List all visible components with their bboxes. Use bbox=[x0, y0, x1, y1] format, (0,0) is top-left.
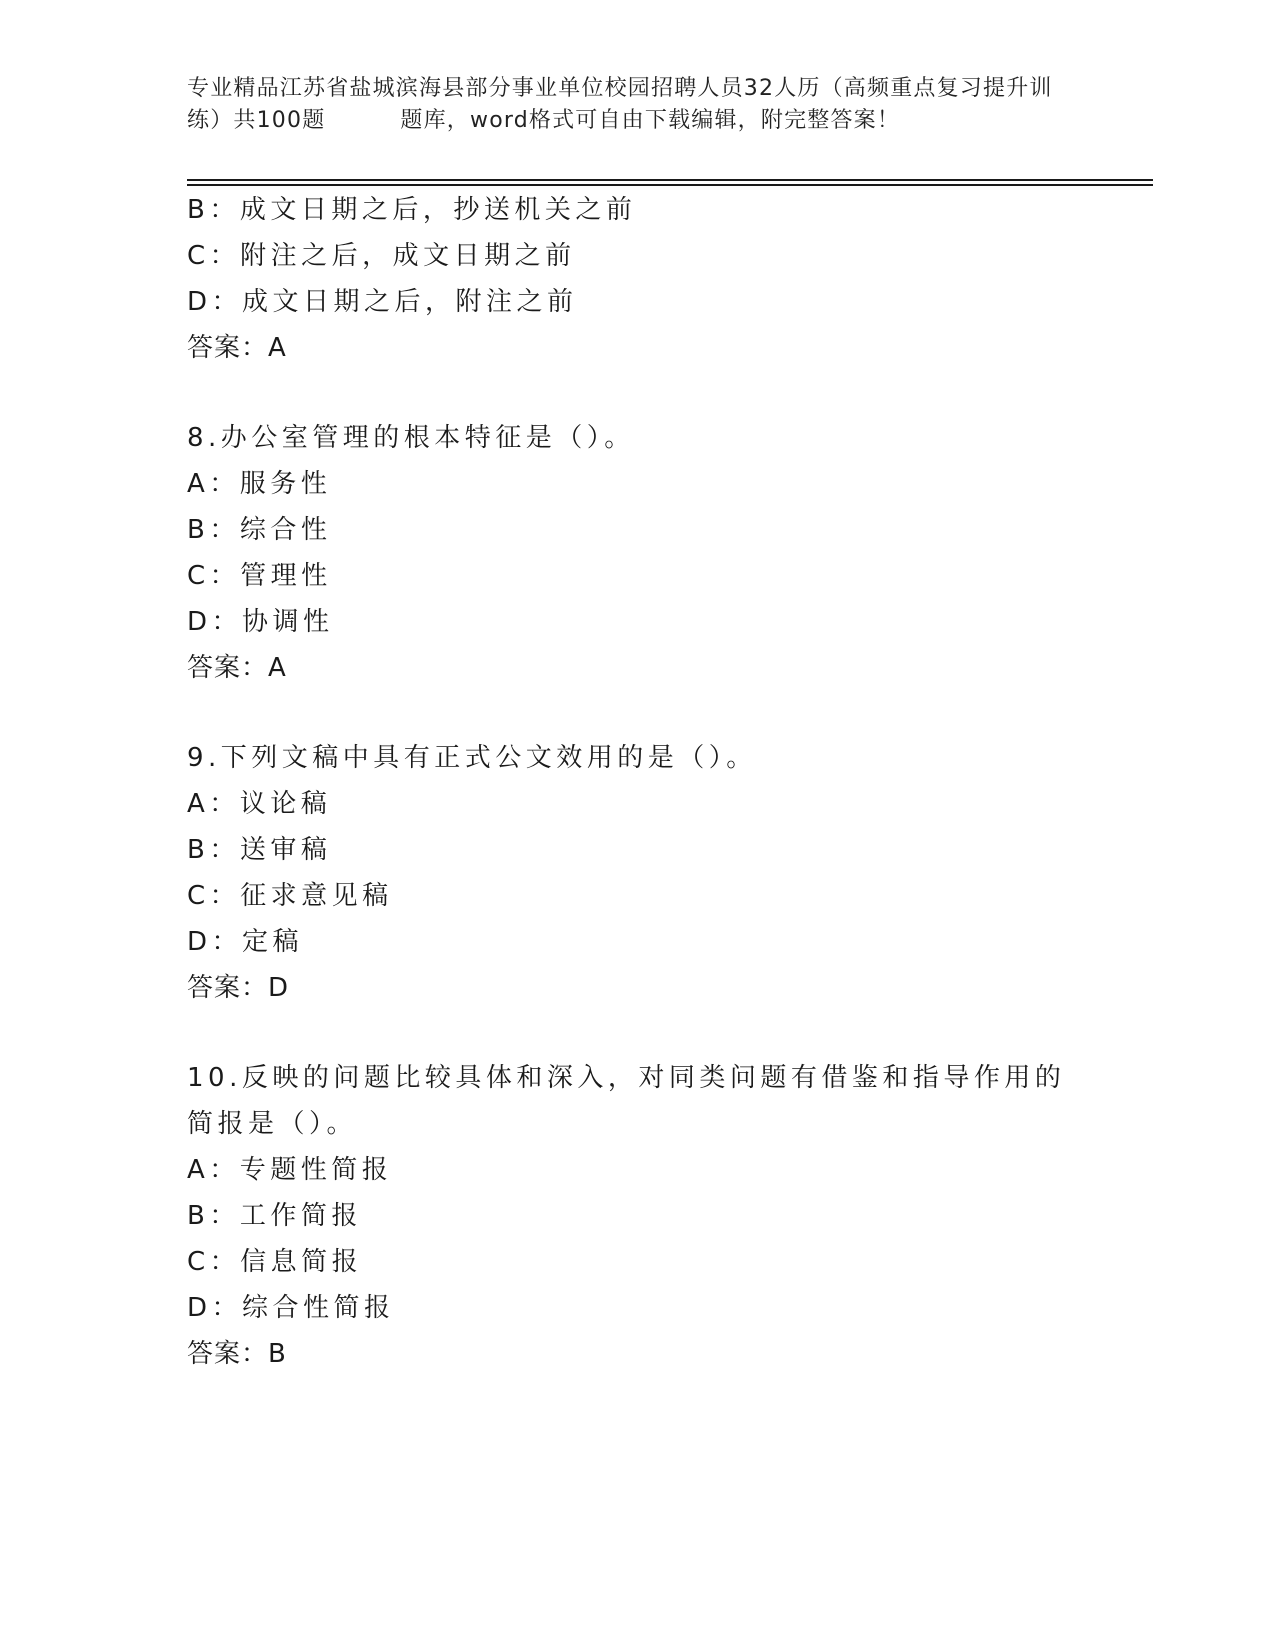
question-10 bbox=[187, 1055, 1087, 1377]
q10-question: 10.反映的问题比较具体和深入，对同类问题有借鉴和指导作用的简报是（）。 bbox=[187, 1063, 1066, 1139]
question-8 bbox=[187, 415, 1087, 691]
question-7 bbox=[187, 187, 1087, 371]
q8-option-a: A：服务性 bbox=[187, 469, 332, 499]
question-9 bbox=[187, 735, 1087, 1011]
q10-option-b: B：工作简报 bbox=[187, 1201, 362, 1231]
q8-option-d: D：协调性 bbox=[187, 607, 334, 637]
header-rule-bottom bbox=[187, 184, 1153, 186]
spacer bbox=[187, 691, 1087, 735]
header-subtitle: 题库，word格式可自由下载编辑，附完整答案！ bbox=[400, 108, 901, 133]
q8-answer: 答案：A bbox=[187, 653, 287, 683]
header-title: 专业精品江苏省盐城滨海县部分事业单位校园招聘人员32人历（高频重点复习提升训练）共100题 bbox=[187, 76, 1053, 133]
spacer bbox=[187, 371, 1087, 415]
q9-option-c: C：征求意见稿 bbox=[187, 881, 393, 911]
header-rule-top bbox=[187, 179, 1153, 181]
q8-option-b: B：综合性 bbox=[187, 515, 332, 545]
document-header bbox=[187, 73, 1087, 137]
q7-answer: 答案：A bbox=[187, 333, 287, 363]
q7-option-d: D：成文日期之后，附注之前 bbox=[187, 287, 578, 317]
spacer bbox=[187, 1011, 1087, 1055]
q10-option-a: A：专题性简报 bbox=[187, 1155, 393, 1185]
q8-option-c: C：管理性 bbox=[187, 561, 332, 591]
q9-answer: 答案：D bbox=[187, 973, 290, 1003]
q9-question: 9.下列文稿中具有正式公文效用的是（）。 bbox=[187, 743, 757, 773]
q9-option-d: D：定稿 bbox=[187, 927, 304, 957]
question-content bbox=[187, 187, 1087, 1377]
q9-option-a: A：议论稿 bbox=[187, 789, 332, 819]
q10-option-d: D：综合性简报 bbox=[187, 1293, 395, 1323]
q7-option-b: B：成文日期之后，抄送机关之前 bbox=[187, 195, 637, 225]
q10-answer: 答案：B bbox=[187, 1339, 287, 1369]
q9-option-b: B：送审稿 bbox=[187, 835, 332, 865]
q7-option-c: C：附注之后，成文日期之前 bbox=[187, 241, 576, 271]
q8-question: 8.办公室管理的根本特征是（）。 bbox=[187, 423, 635, 453]
q10-option-c: C：信息简报 bbox=[187, 1247, 363, 1277]
